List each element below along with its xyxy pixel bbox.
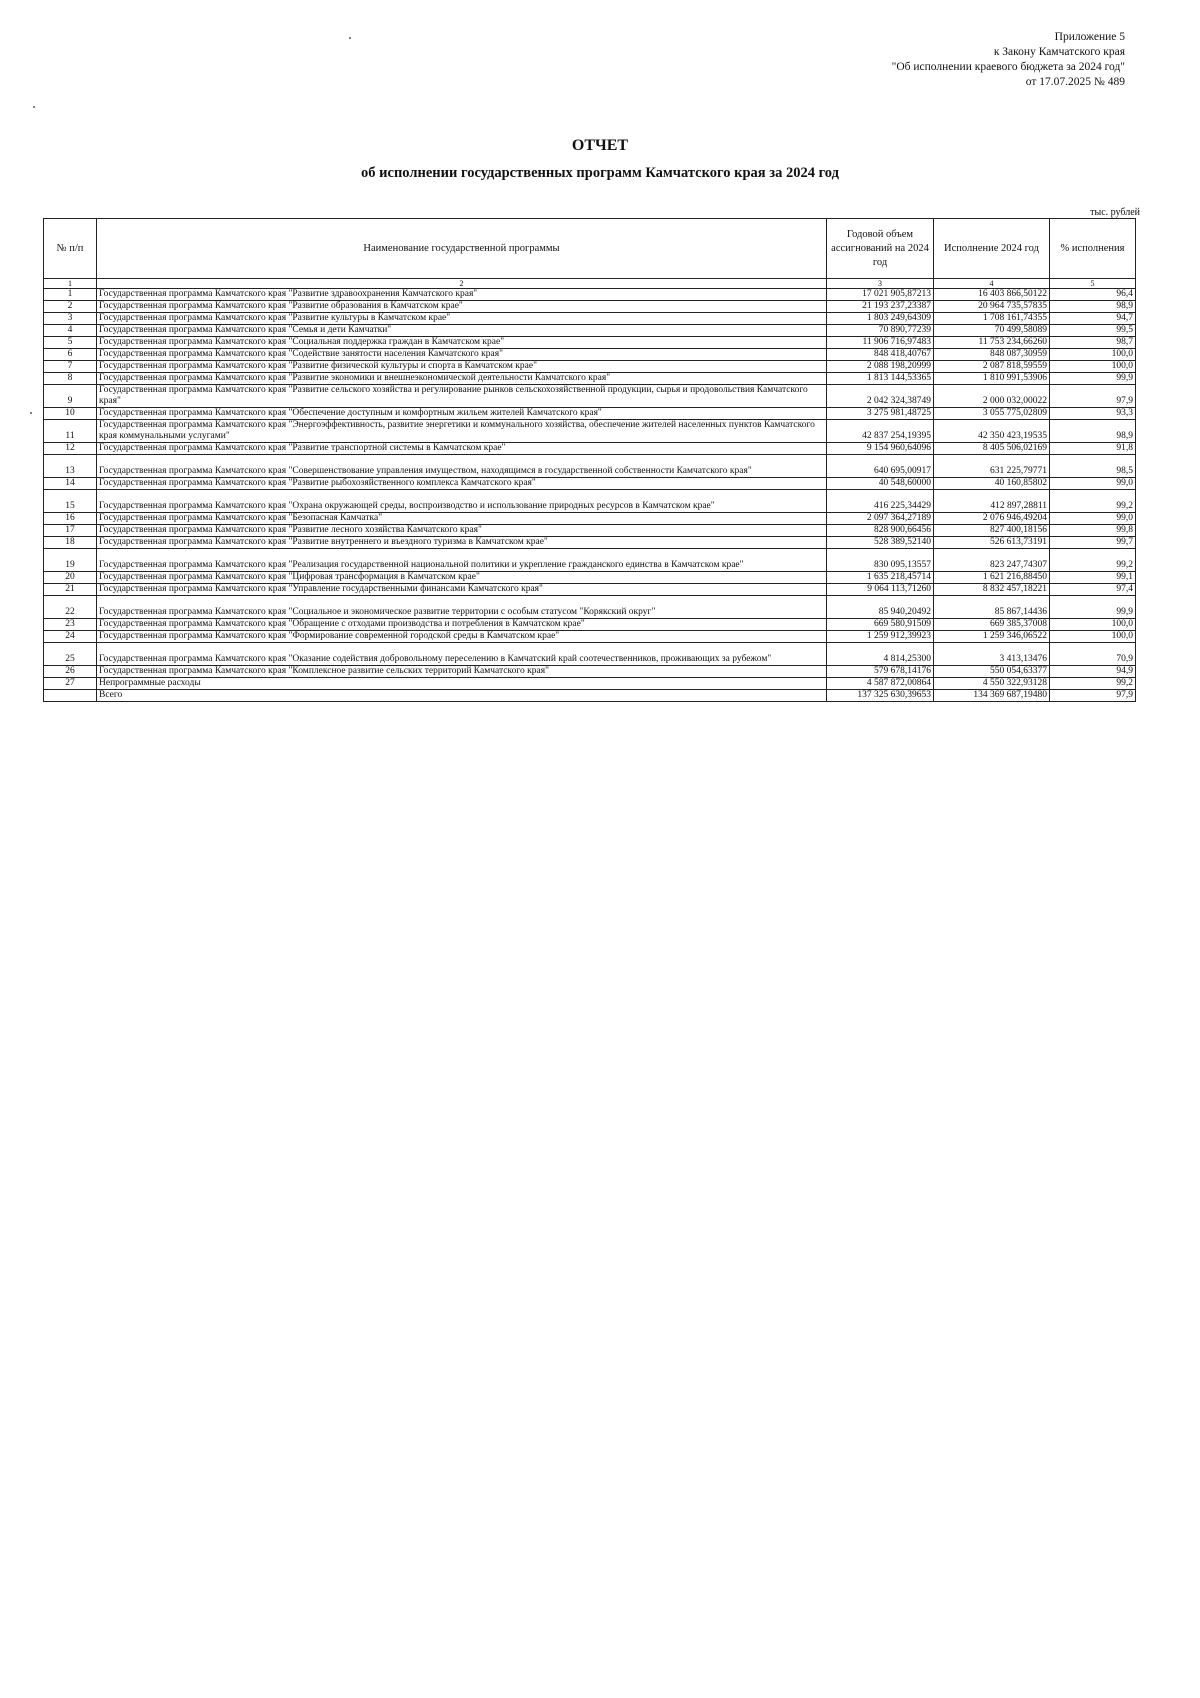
row-pct: 99,2 <box>1050 678 1136 690</box>
row-name: Государственная программа Камчатского края "Семья и дети Камчатки" <box>97 325 827 337</box>
row-exec: 3 055 775,02809 <box>934 408 1050 420</box>
row-num: 23 <box>44 619 97 631</box>
row-name: Непрограммные расходы <box>97 678 827 690</box>
row-num: 10 <box>44 408 97 420</box>
row-name: Государственная программа Камчатского края "Совершенствование управления имуществом, находящимся в государственной собственности Камчатского края" <box>97 455 827 478</box>
row-name: Государственная программа Камчатского края "Формирование современной городской среды в Камчатском крае" <box>97 631 827 643</box>
column-number: 4 <box>934 279 1050 289</box>
row-pct: 98,7 <box>1050 337 1136 349</box>
table-row <box>44 443 1136 455</box>
table-row <box>44 584 1136 596</box>
row-plan: 1 803 249,64309 <box>827 313 934 325</box>
table-row <box>44 631 1136 643</box>
row-exec: 11 753 234,66260 <box>934 337 1050 349</box>
table-row <box>44 619 1136 631</box>
row-name: Государственная программа Камчатского края "Социальная поддержка граждан в Камчатском крае" <box>97 337 827 349</box>
row-exec: 631 225,79771 <box>934 455 1050 478</box>
table-row <box>44 596 1136 619</box>
row-name: Государственная программа Камчатского края "Содействие занятости населения Камчатского края" <box>97 349 827 361</box>
row-pct: 99,5 <box>1050 325 1136 337</box>
row-plan: 21 193 237,23387 <box>827 301 934 313</box>
row-plan: 828 900,66456 <box>827 525 934 537</box>
row-name: Государственная программа Камчатского края "Оказание содействия добровольному переселению в Камчатский край соотечественников, проживающих за рубежом" <box>97 643 827 666</box>
row-pct: 100,0 <box>1050 349 1136 361</box>
total-exec: 134 369 687,19480 <box>934 690 1050 702</box>
row-exec: 2 087 818,59559 <box>934 361 1050 373</box>
units-label: тыс. рублей <box>1090 207 1140 218</box>
table-row <box>44 513 1136 525</box>
row-plan: 848 418,40767 <box>827 349 934 361</box>
row-plan: 416 225,34429 <box>827 490 934 513</box>
row-exec: 823 247,74307 <box>934 549 1050 572</box>
table-row <box>44 643 1136 666</box>
row-exec: 16 403 866,50122 <box>934 289 1050 301</box>
scan-speck <box>30 412 32 414</box>
total-label: Всего <box>97 690 827 702</box>
appendix-block <box>892 30 1125 90</box>
row-num: 25 <box>44 643 97 666</box>
row-exec: 42 350 423,19535 <box>934 420 1050 443</box>
row-exec: 8 832 457,18221 <box>934 584 1050 596</box>
table-row <box>44 666 1136 678</box>
row-pct: 100,0 <box>1050 631 1136 643</box>
table-row <box>44 678 1136 690</box>
row-plan: 3 275 981,48725 <box>827 408 934 420</box>
row-num: 18 <box>44 537 97 549</box>
table-row <box>44 325 1136 337</box>
total-pct: 97,9 <box>1050 690 1136 702</box>
row-pct: 94,9 <box>1050 666 1136 678</box>
page-subtitle: об исполнении государственных программ Камчатского края за 2024 год <box>361 165 839 181</box>
row-pct: 100,0 <box>1050 361 1136 373</box>
table-header-row <box>44 219 1136 279</box>
row-pct: 94,7 <box>1050 313 1136 325</box>
row-num: 4 <box>44 325 97 337</box>
row-name: Государственная программа Камчатского края "Развитие рыбохозяйственного комплекса Камчатского края" <box>97 478 827 490</box>
row-pct: 99,0 <box>1050 478 1136 490</box>
row-pct: 97,4 <box>1050 584 1136 596</box>
row-name: Государственная программа Камчатского края "Энергоэффективность, развитие энергетики и коммунального хозяйства, обеспечение жителей населенных пунктов Камчатского края коммунальными услугами" <box>97 420 827 443</box>
appendix-line-2: к Закону Камчатского края <box>993 46 1125 58</box>
row-name: Государственная программа Камчатского края "Безопасная Камчатка" <box>97 513 827 525</box>
row-num: 5 <box>44 337 97 349</box>
row-num: 22 <box>44 596 97 619</box>
table-row <box>44 337 1136 349</box>
appendix-line-1: Приложение 5 <box>1054 31 1125 43</box>
row-num: 16 <box>44 513 97 525</box>
row-plan: 830 095,13557 <box>827 549 934 572</box>
table-row <box>44 313 1136 325</box>
row-num: 8 <box>44 373 97 385</box>
row-num: 1 <box>44 289 97 301</box>
row-pct: 98,5 <box>1050 455 1136 478</box>
row-plan: 2 088 198,20999 <box>827 361 934 373</box>
row-pct: 99,9 <box>1050 596 1136 619</box>
row-plan: 70 890,77239 <box>827 325 934 337</box>
row-name: Государственная программа Камчатского края "Социальное и экономическое развитие территории с особым статусом "Корякский округ" <box>97 596 827 619</box>
column-number-row <box>44 279 1136 289</box>
row-num: 6 <box>44 349 97 361</box>
row-name: Государственная программа Камчатского края "Развитие транспортной системы в Камчатском крае" <box>97 443 827 455</box>
row-plan: 1 259 912,39923 <box>827 631 934 643</box>
row-pct: 99,9 <box>1050 373 1136 385</box>
row-num: 14 <box>44 478 97 490</box>
row-plan: 669 580,91509 <box>827 619 934 631</box>
row-pct: 99,7 <box>1050 537 1136 549</box>
table-row <box>44 537 1136 549</box>
row-pct: 96,4 <box>1050 289 1136 301</box>
row-num: 2 <box>44 301 97 313</box>
row-pct: 93,3 <box>1050 408 1136 420</box>
row-pct: 98,9 <box>1050 301 1136 313</box>
row-name: Государственная программа Камчатского края "Управление государственными финансами Камчатского края" <box>97 584 827 596</box>
row-plan: 528 389,52140 <box>827 537 934 549</box>
row-exec: 550 054,63377 <box>934 666 1050 678</box>
row-name: Государственная программа Камчатского края "Развитие физической культуры и спорта в Камчатском крае" <box>97 361 827 373</box>
row-num: 20 <box>44 572 97 584</box>
row-num: 9 <box>44 385 97 408</box>
row-exec: 70 499,58089 <box>934 325 1050 337</box>
column-number: 5 <box>1050 279 1136 289</box>
row-pct: 99,2 <box>1050 549 1136 572</box>
row-pct: 99,1 <box>1050 572 1136 584</box>
scan-speck <box>33 106 35 108</box>
row-num: 11 <box>44 420 97 443</box>
row-plan: 17 021 905,87213 <box>827 289 934 301</box>
row-exec: 8 405 506,02169 <box>934 443 1050 455</box>
row-exec: 412 897,28811 <box>934 490 1050 513</box>
row-name: Государственная программа Камчатского края "Развитие образования в Камчатском крае" <box>97 301 827 313</box>
row-exec: 1 259 346,06522 <box>934 631 1050 643</box>
row-exec: 2 000 032,00022 <box>934 385 1050 408</box>
row-name: Государственная программа Камчатского края "Развитие культуры в Камчатском крае" <box>97 313 827 325</box>
row-num: 26 <box>44 666 97 678</box>
row-plan: 1 635 218,45714 <box>827 572 934 584</box>
table-row <box>44 373 1136 385</box>
row-plan: 42 837 254,19395 <box>827 420 934 443</box>
row-exec: 1 621 216,88450 <box>934 572 1050 584</box>
column-number: 3 <box>827 279 934 289</box>
row-plan: 9 154 960,64096 <box>827 443 934 455</box>
row-exec: 3 413,13476 <box>934 643 1050 666</box>
row-num: 13 <box>44 455 97 478</box>
column-number: 1 <box>44 279 97 289</box>
header-name: Наименование государственной программы <box>97 219 827 279</box>
table-row <box>44 349 1136 361</box>
row-num: 19 <box>44 549 97 572</box>
row-exec: 1 708 161,74355 <box>934 313 1050 325</box>
row-exec: 2 076 946,49204 <box>934 513 1050 525</box>
row-num: 24 <box>44 631 97 643</box>
row-plan: 2 042 324,38749 <box>827 385 934 408</box>
row-pct: 91,8 <box>1050 443 1136 455</box>
row-exec: 85 867,14436 <box>934 596 1050 619</box>
row-exec: 526 613,73191 <box>934 537 1050 549</box>
row-plan: 4 587 872,00864 <box>827 678 934 690</box>
row-name: Государственная программа Камчатского края "Обеспечение доступным и комфортным жильем жителей Камчатского края" <box>97 408 827 420</box>
row-name: Государственная программа Камчатского края "Реализация государственной национальной политики и укрепление гражданского единства в Камчатском крае" <box>97 549 827 572</box>
report-table <box>43 218 1136 702</box>
row-pct: 99,0 <box>1050 513 1136 525</box>
row-plan: 9 064 113,71260 <box>827 584 934 596</box>
table-row <box>44 572 1136 584</box>
row-name: Государственная программа Камчатского края "Обращение с отходами производства и потребления в Камчатском крае" <box>97 619 827 631</box>
row-plan: 40 548,60000 <box>827 478 934 490</box>
row-plan: 4 814,25300 <box>827 643 934 666</box>
row-exec: 669 385,37008 <box>934 619 1050 631</box>
table-row <box>44 455 1136 478</box>
total-plan: 137 325 630,39653 <box>827 690 934 702</box>
appendix-line-3: "Об исполнении краевого бюджета за 2024 год" <box>891 61 1125 73</box>
row-pct: 99,8 <box>1050 525 1136 537</box>
table-row <box>44 385 1136 408</box>
table-row <box>44 301 1136 313</box>
row-exec: 20 964 735,57835 <box>934 301 1050 313</box>
header-pct: % исполнения <box>1050 219 1136 279</box>
row-name: Государственная программа Камчатского края "Развитие экономики и внешнеэкономической деятельности Камчатского края" <box>97 373 827 385</box>
header-num: № п/п <box>44 219 97 279</box>
row-pct: 70,9 <box>1050 643 1136 666</box>
row-plan: 85 940,20492 <box>827 596 934 619</box>
appendix-line-4: от 17.07.2025 № 489 <box>1025 76 1125 88</box>
row-exec: 1 810 991,53906 <box>934 373 1050 385</box>
table-row <box>44 549 1136 572</box>
row-pct: 97,9 <box>1050 385 1136 408</box>
row-num: 27 <box>44 678 97 690</box>
scan-speck <box>349 37 351 39</box>
header-exec: Исполнение 2024 год <box>934 219 1050 279</box>
row-num: 3 <box>44 313 97 325</box>
row-exec: 827 400,18156 <box>934 525 1050 537</box>
row-plan: 2 097 364,27189 <box>827 513 934 525</box>
column-number: 2 <box>97 279 827 289</box>
row-num: 7 <box>44 361 97 373</box>
table-row <box>44 420 1136 443</box>
table-row <box>44 525 1136 537</box>
row-plan: 579 678,14176 <box>827 666 934 678</box>
table-row <box>44 478 1136 490</box>
row-name: Государственная программа Камчатского края "Развитие внутреннего и въездного туризма в Камчатском крае" <box>97 537 827 549</box>
header-plan: Годовой объем ассигнований на 2024 год <box>827 219 934 279</box>
row-num: 21 <box>44 584 97 596</box>
row-name: Государственная программа Камчатского края "Комплексное развитие сельских территорий Камчатского края" <box>97 666 827 678</box>
total-num-cell <box>44 690 97 702</box>
row-name: Государственная программа Камчатского края "Развитие сельского хозяйства и регулирование рынков сельскохозяйственной продукции, сырья и продовольствия Камчатского края" <box>97 385 827 408</box>
row-pct: 100,0 <box>1050 619 1136 631</box>
row-pct: 98,9 <box>1050 420 1136 443</box>
table-row <box>44 361 1136 373</box>
table-row <box>44 408 1136 420</box>
row-name: Государственная программа Камчатского края "Развитие здравоохранения Камчатского края" <box>97 289 827 301</box>
row-name: Государственная программа Камчатского края "Охрана окружающей среды, воспроизводство и использование природных ресурсов в Камчатском крае" <box>97 490 827 513</box>
row-exec: 40 160,85802 <box>934 478 1050 490</box>
row-num: 12 <box>44 443 97 455</box>
row-plan: 1 813 144,53365 <box>827 373 934 385</box>
row-name: Государственная программа Камчатского края "Развитие лесного хозяйства Камчатского края" <box>97 525 827 537</box>
row-plan: 640 695,00917 <box>827 455 934 478</box>
row-plan: 11 906 716,97483 <box>827 337 934 349</box>
row-exec: 4 550 322,93128 <box>934 678 1050 690</box>
table-row <box>44 289 1136 301</box>
table-row <box>44 490 1136 513</box>
table-total-row <box>44 690 1136 702</box>
page-title: ОТЧЕТ <box>571 137 629 154</box>
row-num: 15 <box>44 490 97 513</box>
row-num: 17 <box>44 525 97 537</box>
row-pct: 99,2 <box>1050 490 1136 513</box>
row-exec: 848 087,30959 <box>934 349 1050 361</box>
row-name: Государственная программа Камчатского края "Цифровая трансформация в Камчатском крае" <box>97 572 827 584</box>
